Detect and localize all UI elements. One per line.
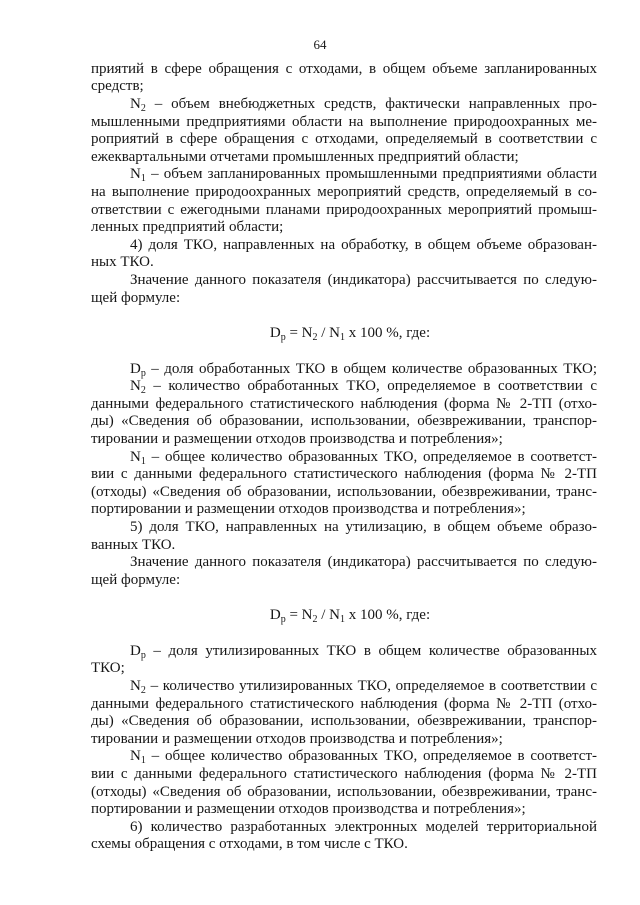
text-line: вии с данными федерального статистического наблюдения (форма № 2-ТП: [91, 766, 597, 782]
text-line: данными федерального статистического наблюдения (форма № 2-ТП (отхо-: [91, 396, 597, 412]
text-line: тировании и размещении отходов производства и потребления»;: [91, 731, 503, 747]
text-line: $D_p$ – доля обработанных ТКО в общем количестве образованных ТКО;: [130, 361, 597, 379]
text-line: данными федерального статистического наблюдения (форма № 2-ТП (отхо-: [91, 696, 597, 712]
text-line: 6) количество разработанных электронных моделей территориальной: [130, 819, 597, 835]
text-line: ванных ТКО.: [91, 537, 176, 553]
text-line: $D_p$ – доля утилизированных ТКО в общем количестве образованных: [130, 643, 597, 661]
text-line: $N_1$ – общее количество образованных ТКО, определяемое в соответст-: [130, 449, 597, 467]
page-number: 64: [313, 37, 327, 52]
text-line: ежеквартальными отчетами промышленных предприятий области;: [91, 149, 519, 165]
text-line: (отходы) «Сведения об образовании, использовании, обезвреживании, транс-: [91, 784, 597, 800]
text-line: $N_1$ – общее количество образованных ТКО, определяемое в соответст-: [130, 748, 597, 766]
formula: $D_p = N_2 / N_1$ x 100 %, где:: [269, 325, 431, 343]
text-line: ленных предприятий области;: [91, 219, 284, 235]
text-line: ды) «Сведения об образовании, использовании, обезвреживании, транспор-: [91, 713, 597, 729]
text-line: на выполнение природоохранных мероприятий средств, определяемый в со-: [91, 184, 597, 200]
text-line: $N_1$ – объем запланированных промышленными предприятиями области: [130, 166, 597, 184]
text-line: 4) доля ТКО, направленных на обработку, в общем объеме образован-: [130, 237, 597, 253]
text-line: ных ТКО.: [91, 254, 154, 270]
text-line: портировании и размещении отходов производства и потребления»;: [91, 801, 526, 817]
text-line: средств;: [91, 78, 144, 94]
text-line: 5) доля ТКО, направленных на утилизацию, в общем объеме образо-: [130, 519, 597, 535]
text-line: мышленными предприятиями области на выполнение природоохранных ме-: [91, 114, 597, 130]
text-line: роприятий в сфере обращения с отходами, определяемый в соответствии с: [91, 131, 597, 147]
text-line: $N_2$ – количество утилизированных ТКО, определяемое в соответствии с: [130, 678, 597, 696]
text-line: приятий в сфере обращения с отходами, в общем объеме запланированных: [91, 61, 597, 77]
formula: $D_p = N_2 / N_1$ x 100 %, где:: [269, 607, 431, 625]
text-line: ТКО;: [91, 660, 125, 676]
text-line: щей формуле:: [91, 572, 181, 588]
text-line: щей формуле:: [91, 290, 181, 306]
text-line: ответствии с ежегодными планами природоохранных мероприятий промыш-: [91, 202, 597, 218]
text-line: схемы обращения с отходами, в том числе с ТКО.: [91, 836, 408, 852]
text-line: ды) «Сведения об образовании, использовании, обезвреживании, транспор-: [91, 413, 597, 429]
text-line: вии с данными федерального статистического наблюдения (форма № 2-ТП: [91, 466, 597, 482]
text-line: $N_2$ – объем внебюджетных средств, фактически направленных про-: [130, 96, 597, 114]
text-line: (отходы) «Сведения об образовании, использовании, обезвреживании, транс-: [91, 484, 597, 500]
text-line: $N_2$ – количество обработанных ТКО, определяемое в соответствии с: [130, 378, 597, 396]
text-line: тировании и размещении отходов производства и потребления»;: [91, 431, 503, 447]
text-line: портировании и размещении отходов производства и потребления»;: [91, 501, 526, 517]
text-line: Значение данного показателя (индикатора) рассчитывается по следую-: [130, 554, 597, 570]
text-line: Значение данного показателя (индикатора) рассчитывается по следую-: [130, 272, 597, 288]
